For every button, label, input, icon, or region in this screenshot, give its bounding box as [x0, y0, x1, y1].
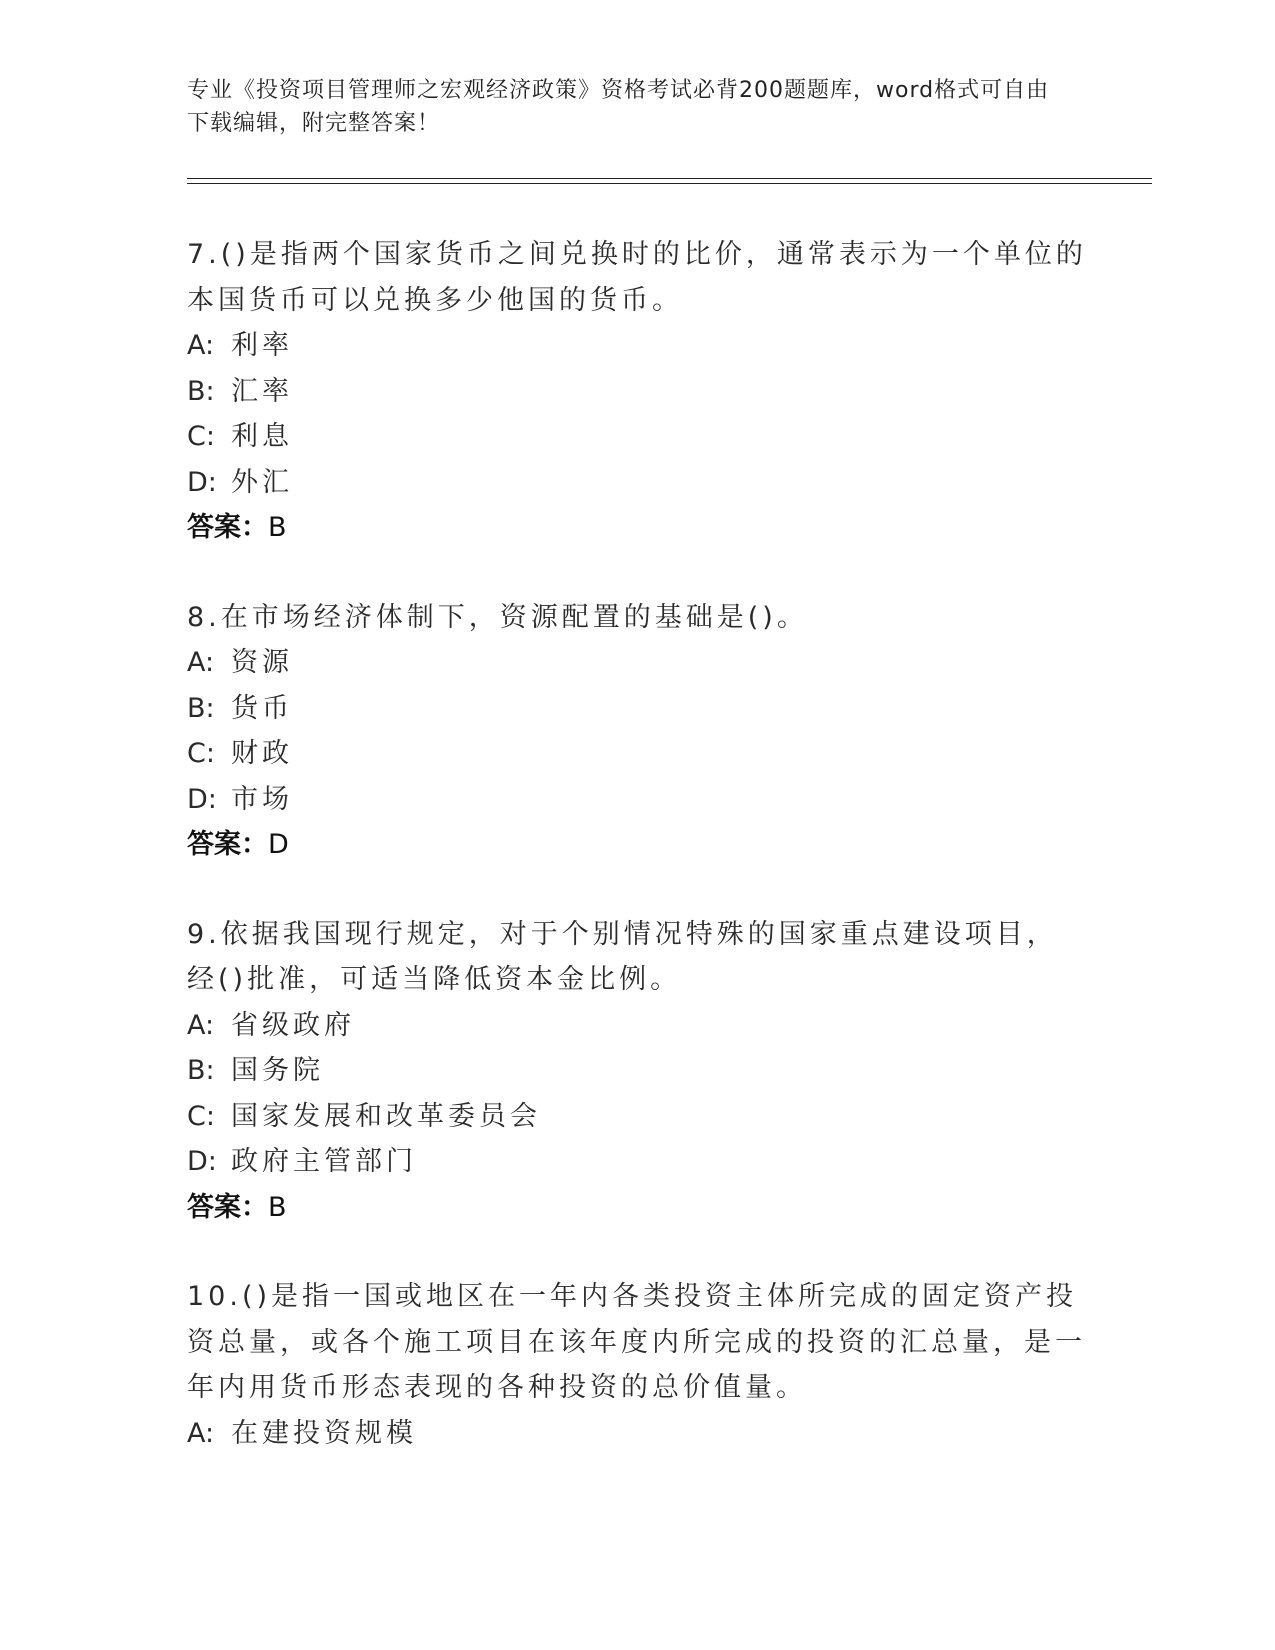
question-number: 10.: [187, 1281, 242, 1312]
option-key: A:: [187, 1417, 215, 1449]
question-text: [187, 595, 1087, 641]
option-key: D:: [187, 783, 217, 815]
question-number: 8.: [187, 601, 221, 633]
option-text: 国务院: [231, 1055, 324, 1086]
option-key: B:: [187, 692, 215, 724]
option-text: 财政: [231, 738, 293, 769]
option-d: [187, 1139, 1087, 1185]
option-c: [187, 1094, 1087, 1140]
option-text: 利率: [231, 330, 293, 361]
header-text: 专业《投资项目管理师之宏观经济政策》资格考试必背200题题库，word格式可自由下载编辑，附完整答案！: [187, 78, 1050, 136]
option-text: 货币: [231, 692, 293, 724]
answer-value: D: [268, 829, 289, 860]
option-b: [187, 1048, 1087, 1094]
question-10: [187, 1274, 1087, 1456]
question-8: [187, 595, 1087, 868]
question-text: [187, 912, 1087, 1003]
document-header: [187, 74, 1067, 140]
question-number: 7.: [187, 239, 221, 270]
option-text: 国家发展和改革委员会: [231, 1100, 541, 1132]
answer-label: 答案：: [187, 1191, 268, 1223]
option-d: [187, 460, 1087, 506]
option-text: 市场: [231, 783, 293, 815]
answer-line: [187, 505, 1087, 551]
option-key: C:: [187, 421, 215, 452]
answer-value: B: [268, 1191, 287, 1223]
option-a: [187, 323, 1087, 369]
option-text: 利息: [231, 421, 293, 452]
option-key: A:: [187, 647, 215, 678]
option-c: [187, 731, 1087, 777]
option-key: B:: [187, 1055, 215, 1086]
question-text: [187, 1274, 1087, 1411]
answer-label: 答案：: [187, 512, 268, 543]
option-a: [187, 1003, 1087, 1049]
option-text: 外汇: [231, 466, 293, 498]
question-list: [187, 232, 1087, 1500]
question-stem: ()是指一国或地区在一年内各类投资主体所完成的固定资产投资总量，或各个施工项目在该年度内所完成的投资的汇总量，是一年内用货币形态表现的各种投资的总价值量。: [187, 1281, 1086, 1403]
option-key: B:: [187, 375, 215, 407]
option-a: [187, 1411, 1087, 1457]
option-key: A:: [187, 330, 215, 361]
answer-label: 答案：: [187, 829, 268, 860]
option-text: 政府主管部门: [231, 1146, 417, 1177]
question-number: 9.: [187, 918, 221, 950]
option-c: [187, 414, 1087, 460]
question-stem: 在市场经济体制下，资源配置的基础是()。: [220, 601, 808, 633]
option-text: 省级政府: [231, 1009, 355, 1041]
option-text: 在建投资规模: [231, 1417, 417, 1449]
option-key: D:: [187, 466, 217, 498]
question-7: [187, 232, 1087, 551]
option-d: [187, 777, 1087, 823]
option-b: [187, 369, 1087, 415]
option-b: [187, 686, 1087, 732]
option-key: C:: [187, 1100, 215, 1132]
question-stem: 依据我国现行规定，对于个别情况特殊的国家重点建设项目，经()批准，可适当降低资本金比例。: [187, 918, 1058, 995]
option-key: A:: [187, 1009, 215, 1041]
question-stem: ()是指两个国家货币之间兑换时的比价，通常表示为一个单位的本国货币可以兑换多少他国的货币。: [187, 239, 1087, 316]
answer-line: [187, 1185, 1087, 1231]
header-divider-bottom: [187, 183, 1152, 184]
question-9: [187, 912, 1087, 1231]
option-text: 汇率: [231, 375, 293, 407]
answer-line: [187, 822, 1087, 868]
option-key: D:: [187, 1146, 217, 1177]
question-text: [187, 232, 1087, 323]
option-key: C:: [187, 738, 215, 769]
option-a: [187, 640, 1087, 686]
header-divider-top: [187, 178, 1152, 179]
answer-value: B: [268, 512, 287, 543]
option-text: 资源: [231, 647, 293, 678]
